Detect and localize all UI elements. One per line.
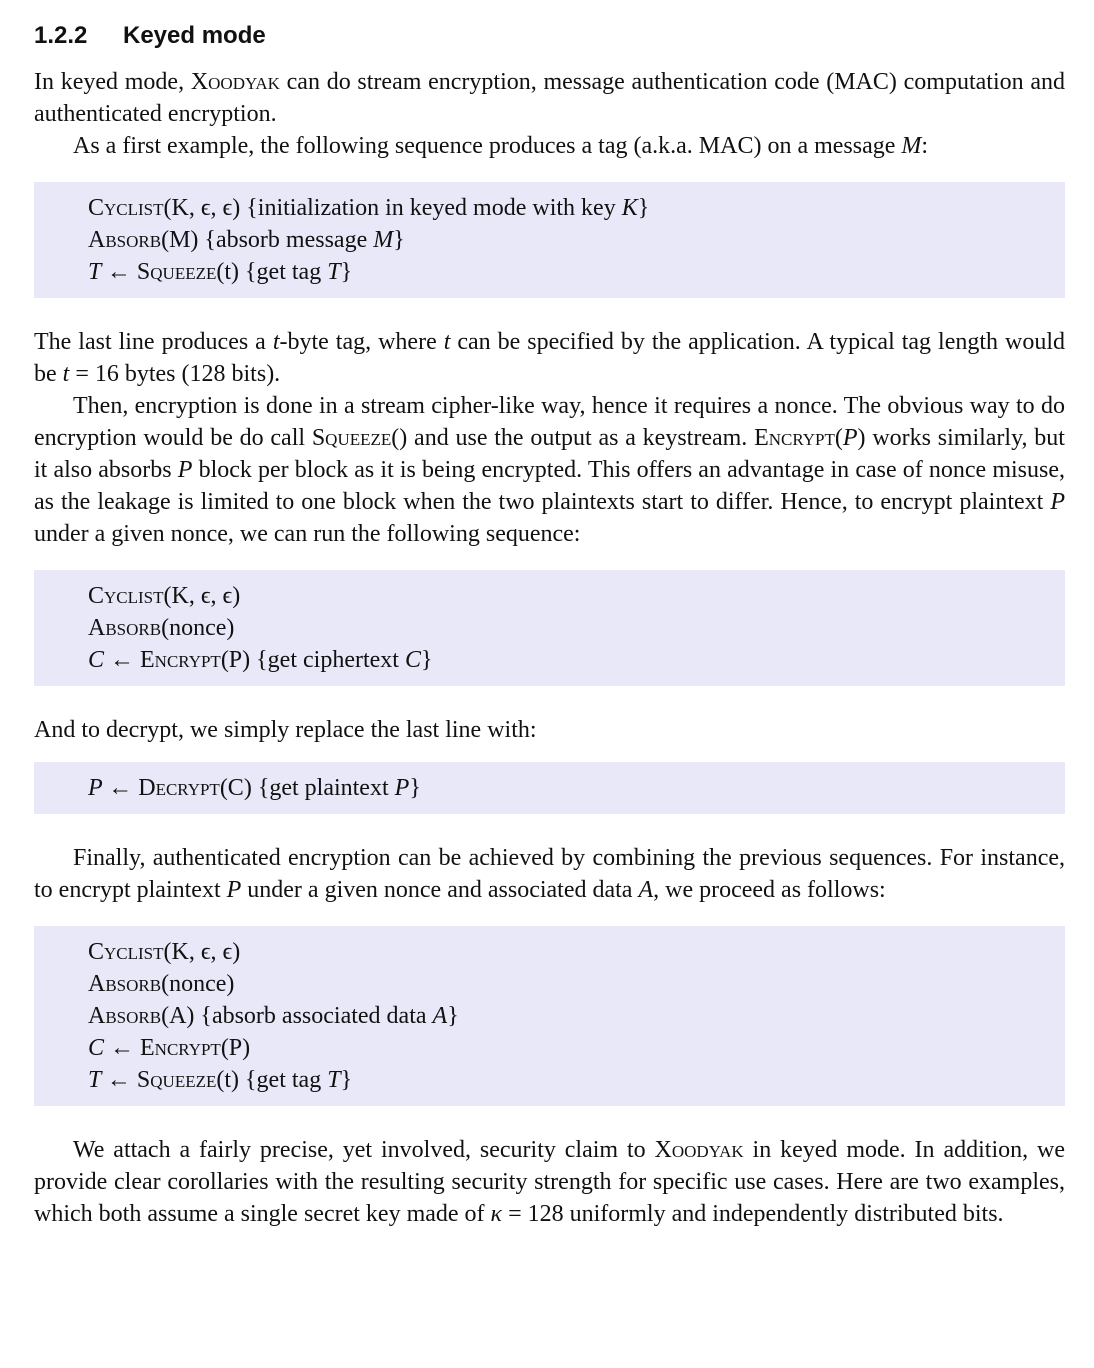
- algorithm-line: [88, 256, 1065, 288]
- comment-variable: T: [327, 1067, 341, 1093]
- algorithm-line: [88, 772, 1065, 804]
- function-name: Encrypt: [140, 1035, 221, 1061]
- comment-end: }: [420, 647, 433, 673]
- section-number: 1.2.2: [34, 22, 88, 49]
- paragraph-tag-length: The last line produces a t-byte tag, where t can be specified by the application. A typical tag length would be t = 16 bytes (128 bits).: [34, 329, 1065, 387]
- assignment-target: C ←: [88, 1035, 141, 1061]
- function-arguments: (K, ϵ, ϵ): [163, 939, 241, 965]
- function-name: Cyclist: [88, 195, 164, 221]
- algorithm-line: [88, 968, 1065, 1000]
- function-name: Absorb: [88, 971, 162, 997]
- algorithm-line: [88, 192, 1065, 224]
- comment-variable: P: [394, 775, 410, 801]
- algorithm-line: [88, 1000, 1065, 1032]
- function-arguments: (nonce): [161, 971, 235, 997]
- paragraph-security-claim: We attach a fairly precise, yet involved, security claim to Xoodyak in keyed mode. In addition, we provide clear corollaries with the resulting security strength for specific use cases. Here are two examples, which both assume a single secret key made of κ = 128 uniformly and independently distributed bits.: [34, 1137, 1065, 1227]
- comment-variable: C: [404, 647, 421, 673]
- document-page: [34, 18, 1065, 1230]
- function-name: Squeeze: [136, 259, 217, 285]
- algorithm-block-mac: [34, 182, 1065, 298]
- paragraph-mac-intro: As a first example, the following sequence produces a tag (a.k.a. MAC) on a message M:: [73, 133, 929, 159]
- comment-end: }: [637, 195, 650, 221]
- algorithm-line: [88, 1064, 1065, 1096]
- function-name: Squeeze: [136, 1067, 217, 1093]
- function-name: Absorb: [88, 1003, 162, 1029]
- line-comment: {get ciphertext: [250, 647, 405, 673]
- comment-end: }: [447, 1003, 459, 1029]
- paragraph-authenticated-encryption: Finally, authenticated encryption can be achieved by combining the previous sequences. For instance, to encrypt plaintext P under a given nonce and associated data A, we proceed as follows:: [34, 845, 1065, 903]
- cipher-name: Xoodyak: [654, 1137, 744, 1163]
- function-name: Absorb: [88, 615, 162, 641]
- line-comment: {get tag: [239, 259, 328, 285]
- comment-end: }: [340, 259, 353, 285]
- function-arguments: (K, ϵ, ϵ): [163, 195, 241, 221]
- function-name: Decrypt: [138, 775, 220, 801]
- line-comment: {get tag: [239, 1067, 328, 1093]
- line-comment: {absorb associated data: [194, 1003, 433, 1029]
- line-comment: {absorb message: [198, 227, 374, 253]
- assignment-target: C ←: [88, 647, 141, 673]
- line-comment: {get plaintext: [251, 775, 395, 801]
- cipher-name: Xoodyak: [190, 69, 280, 95]
- function-arguments: (P): [220, 647, 251, 673]
- algorithm-line: [88, 224, 1065, 256]
- section-title: Keyed mode: [123, 22, 266, 49]
- function-arguments: (P): [220, 1035, 251, 1061]
- comment-variable: M: [373, 227, 394, 253]
- comment-end: }: [409, 775, 421, 801]
- function-name: Absorb: [88, 227, 162, 253]
- paragraph-decrypt: And to decrypt, we simply replace the last line with:: [34, 717, 537, 743]
- algorithm-line: [88, 644, 1065, 676]
- function-arguments: (nonce): [161, 615, 235, 641]
- math-var: M: [901, 133, 922, 159]
- comment-end: }: [340, 1067, 353, 1093]
- algorithm-line: [88, 580, 1065, 612]
- paragraph-intro: In keyed mode, Xoodyak can do stream encryption, message authentication code (MAC) computation and authenticated encryption.: [34, 69, 1065, 127]
- function-name: Cyclist: [88, 939, 164, 965]
- line-comment: {initialization in keyed mode with key: [240, 195, 622, 221]
- function-name: Cyclist: [88, 583, 164, 609]
- assignment-target: T ←: [88, 259, 137, 285]
- function-arguments: (C): [219, 775, 252, 801]
- function-arguments: (t): [216, 259, 240, 285]
- assignment-target: T ←: [88, 1067, 137, 1093]
- section-heading: [34, 18, 1065, 54]
- function-arguments: (t): [216, 1067, 240, 1093]
- function-name: Encrypt: [140, 647, 221, 673]
- function-arguments: (K, ϵ, ϵ): [163, 583, 241, 609]
- algorithm-block-authenticated: [34, 926, 1065, 1106]
- algorithm-block-encrypt: [34, 570, 1065, 686]
- function-arguments: (M): [161, 227, 199, 253]
- comment-end: }: [393, 227, 405, 253]
- algorithm-line: [88, 1032, 1065, 1064]
- algorithm-line: [88, 936, 1065, 968]
- algorithm-block-decrypt: [34, 762, 1065, 814]
- comment-variable: A: [432, 1003, 448, 1029]
- assignment-target: P ←: [88, 775, 139, 801]
- comment-variable: K: [621, 195, 638, 221]
- algorithm-line: [88, 612, 1065, 644]
- function-arguments: (A): [161, 1003, 195, 1029]
- comment-variable: T: [327, 259, 341, 285]
- paragraph-encryption: Then, encryption is done in a stream cipher-like way, hence it requires a nonce. The obvious way to do encryption would be do call Squeeze() and use the output as a keystream. Encrypt(P) works similarly, but it also absorbs P block per block as it is being encrypted. This offers an advantage in case of nonce misuse, as the leakage is limited to one block when the two plaintexts start to differ. Hence, to encrypt plaintext P under a given nonce, we can run the following sequence:: [34, 393, 1065, 547]
